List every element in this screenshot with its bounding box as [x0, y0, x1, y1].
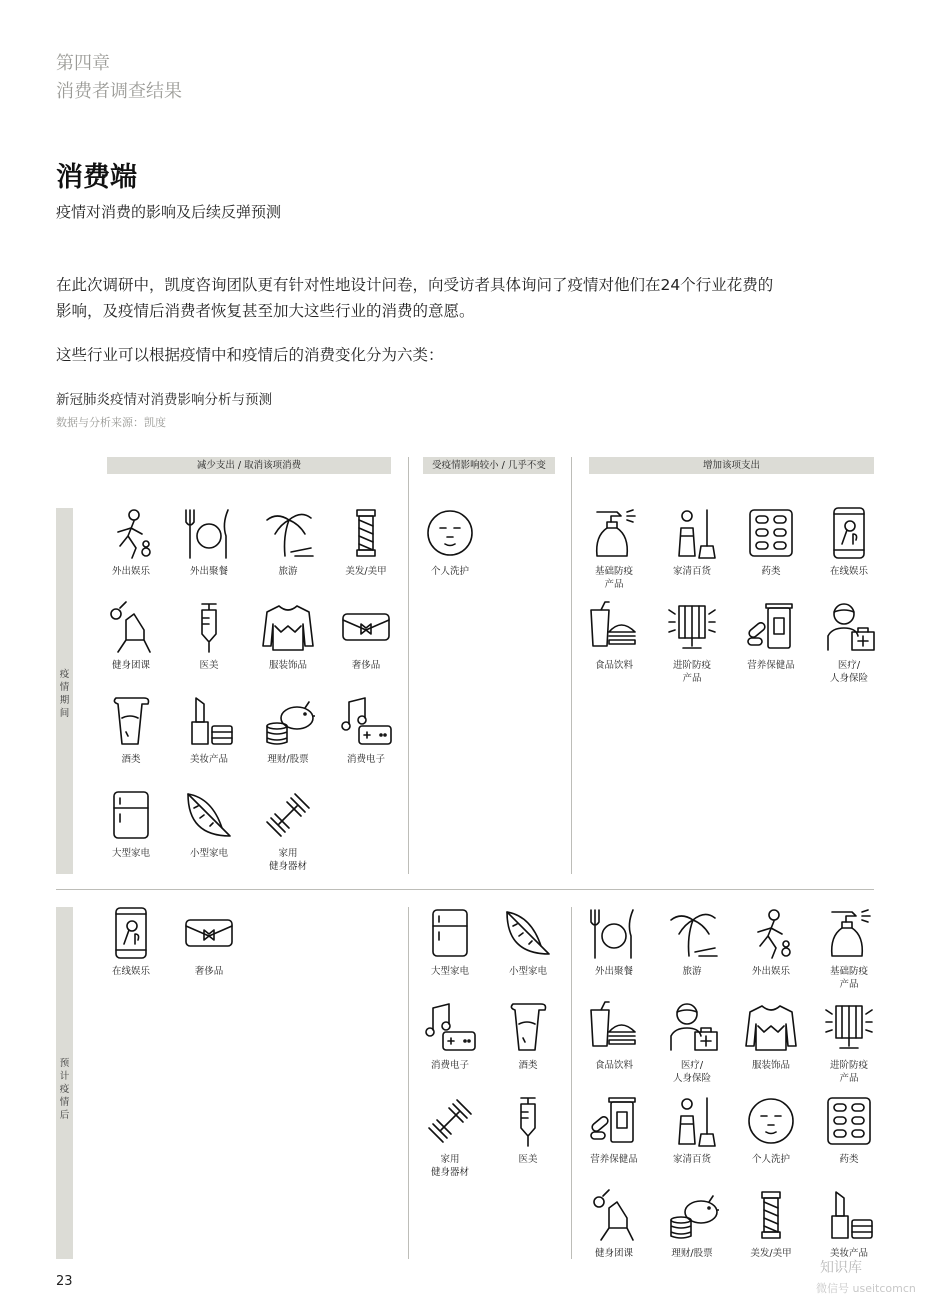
category-label: 基础防疫 产品: [594, 566, 633, 590]
category-intro: 这些行业可以根据疫情中和疫情后的消费变化分为六类：: [56, 346, 444, 364]
category-label: 奢侈品: [351, 660, 381, 671]
running-person-icon: [744, 906, 798, 960]
category-label: 进阶防疫 产品: [829, 1060, 868, 1084]
burger-drink-icon: [587, 1000, 641, 1054]
column-header-unchanged: 受疫情影响较小 / 几乎不变: [423, 457, 555, 474]
category-label: 大型家电: [430, 966, 469, 977]
category-item: [818, 1094, 880, 1166]
spray-bottle-icon: [587, 506, 641, 560]
category-item: [419, 506, 481, 578]
category-label: 药类: [761, 566, 781, 577]
face-mask-icon: [744, 1094, 798, 1148]
protractor-icon: [182, 788, 236, 842]
category-item: [661, 600, 723, 685]
category-item: [661, 1000, 723, 1085]
category-item: [257, 694, 319, 766]
doctor-kit-icon: [665, 1000, 719, 1054]
category-item: [419, 906, 481, 978]
lipstick-icon: [822, 1188, 876, 1242]
category-label: 家用 健身器材: [268, 848, 307, 872]
category-item: [257, 788, 319, 873]
category-label: 外出娱乐: [111, 566, 150, 577]
category-label: 在线娱乐: [829, 566, 868, 577]
column-divider: [571, 907, 572, 1259]
category-label: 理财/股票: [267, 754, 309, 765]
category-item: [818, 600, 880, 685]
watermark-brand: 知识库: [820, 1260, 862, 1276]
category-item: [740, 600, 802, 672]
category-label: 外出聚餐: [594, 966, 633, 977]
beer-glass-icon: [501, 1000, 555, 1054]
sweater-icon: [744, 1000, 798, 1054]
category-item: [178, 506, 240, 578]
figure-source: 数据与分析来源：凯度: [56, 416, 166, 429]
category-item: [661, 1188, 723, 1260]
burger-drink-icon: [587, 600, 641, 654]
spray-bottle-icon: [822, 906, 876, 960]
category-item: [583, 1000, 645, 1072]
row-label-during: 疫 情 期 间: [59, 669, 70, 719]
dining-icon: [182, 506, 236, 560]
category-label: 酒类: [518, 1060, 538, 1071]
column-divider: [571, 457, 572, 874]
row-header-after: [56, 907, 73, 1259]
category-label: 营养保健品: [590, 1154, 638, 1165]
category-item: [661, 906, 723, 978]
category-label: 外出娱乐: [751, 966, 790, 977]
category-item: [497, 1094, 559, 1166]
phone-mic-icon: [822, 506, 876, 560]
watermark-account: 微信号 useitcomcn: [816, 1282, 916, 1295]
category-label: 酒类: [121, 754, 141, 765]
syringe-icon: [501, 1094, 555, 1148]
row-label-after: 预 计 疫 情 后: [59, 1058, 70, 1121]
supplement-icon: [744, 600, 798, 654]
category-item: [178, 600, 240, 672]
pill-pack-icon: [744, 506, 798, 560]
column-header-decrease: 减少支出 / 取消该项消费: [107, 457, 391, 474]
cleaner-icon: [665, 506, 719, 560]
category-label: 消费电子: [346, 754, 385, 765]
face-mask-icon: [423, 506, 477, 560]
category-item: [583, 1188, 645, 1260]
category-item: [583, 1094, 645, 1166]
sweater-icon: [261, 600, 315, 654]
music-game-icon: [339, 694, 393, 748]
fridge-icon: [104, 788, 158, 842]
lipstick-icon: [182, 694, 236, 748]
category-label: 大型家电: [111, 848, 150, 859]
figure-title: 新冠肺炎疫情对消费影响分析与预测: [56, 392, 272, 408]
section-title: 消费端: [56, 162, 137, 193]
clutch-bag-icon: [339, 600, 393, 654]
category-label: 服装饰品: [268, 660, 307, 671]
category-label: 理财/股票: [671, 1248, 713, 1259]
category-item: [335, 600, 397, 672]
category-label: 医疗/ 人身保险: [829, 660, 868, 684]
category-item: [419, 1094, 481, 1179]
category-item: [178, 694, 240, 766]
category-item: [178, 788, 240, 860]
phone-mic-icon: [104, 906, 158, 960]
category-label: 在线娱乐: [111, 966, 150, 977]
category-label: 食品饮料: [594, 1060, 633, 1071]
category-item: [100, 694, 162, 766]
category-item: [583, 906, 645, 978]
chapter-number: 第四章: [56, 53, 110, 74]
category-item: [740, 1094, 802, 1166]
yoga-icon: [104, 600, 158, 654]
doctor-kit-icon: [822, 600, 876, 654]
column-divider: [408, 457, 409, 874]
section-subtitle: 疫情对消费的影响及后续反弹预测: [56, 203, 282, 221]
heater-icon: [665, 600, 719, 654]
category-label: 消费电子: [430, 1060, 469, 1071]
category-item: [818, 906, 880, 991]
category-label: 家用 健身器材: [430, 1154, 469, 1178]
category-item: [583, 600, 645, 672]
dumbbell-icon: [423, 1094, 477, 1148]
category-item: [335, 694, 397, 766]
category-item: [661, 1094, 723, 1166]
category-label: 小型家电: [508, 966, 547, 977]
palm-beach-icon: [665, 906, 719, 960]
category-label: 基础防疫 产品: [829, 966, 868, 990]
clutch-bag-icon: [182, 906, 236, 960]
chapter-title: 消费者调查结果: [56, 81, 182, 102]
category-item: [178, 906, 240, 978]
category-label: 美发/美甲: [750, 1248, 792, 1259]
category-label: 健身团课: [594, 1248, 633, 1259]
row-header-during: [56, 508, 73, 874]
dining-icon: [587, 906, 641, 960]
category-label: 个人洗护: [751, 1154, 790, 1165]
category-item: [497, 906, 559, 978]
category-label: 医疗/ 人身保险: [672, 1060, 711, 1084]
dumbbell-icon: [261, 788, 315, 842]
category-item: [583, 506, 645, 591]
category-label: 美妆产品: [189, 754, 228, 765]
piggy-bank-icon: [261, 694, 315, 748]
category-label: 医美: [518, 1154, 538, 1165]
category-item: [740, 506, 802, 578]
category-item: [818, 506, 880, 578]
page-number: 23: [56, 1274, 73, 1289]
chapter-heading: [56, 50, 182, 106]
category-item: [335, 506, 397, 578]
category-label: 进阶防疫 产品: [672, 660, 711, 684]
music-game-icon: [423, 1000, 477, 1054]
category-item: [740, 1000, 802, 1072]
syringe-icon: [182, 600, 236, 654]
category-label: 旅游: [278, 566, 298, 577]
category-label: 食品饮料: [594, 660, 633, 671]
row-divider: [56, 889, 874, 890]
category-item: [818, 1000, 880, 1085]
protractor-icon: [501, 906, 555, 960]
category-item: [100, 906, 162, 978]
category-label: 美妆产品: [829, 1248, 868, 1259]
palm-beach-icon: [261, 506, 315, 560]
category-label: 家清百货: [672, 566, 711, 577]
category-label: 服装饰品: [751, 1060, 790, 1071]
category-item: [497, 1000, 559, 1072]
yoga-icon: [587, 1188, 641, 1242]
running-person-icon: [104, 506, 158, 560]
fridge-icon: [423, 906, 477, 960]
category-label: 医美: [199, 660, 219, 671]
category-item: [257, 600, 319, 672]
category-item: [661, 506, 723, 578]
barber-pole-icon: [339, 506, 393, 560]
pill-pack-icon: [822, 1094, 876, 1148]
category-item: [419, 1000, 481, 1072]
heater-icon: [822, 1000, 876, 1054]
category-label: 小型家电: [189, 848, 228, 859]
category-label: 健身团课: [111, 660, 150, 671]
category-item: [740, 906, 802, 978]
supplement-icon: [587, 1094, 641, 1148]
beer-glass-icon: [104, 694, 158, 748]
category-label: 营养保健品: [747, 660, 795, 671]
intro-paragraph: 在此次调研中，凯度咨询团队更有针对性地设计问卷，向受访者具体询问了疫情对他们在24个行业花费的影响，及疫情后消费者恢复甚至加大这些行业的消费的意愿。: [56, 276, 774, 320]
category-label: 家清百货: [672, 1154, 711, 1165]
category-label: 奢侈品: [194, 966, 224, 977]
category-label: 药类: [839, 1154, 859, 1165]
cleaner-icon: [665, 1094, 719, 1148]
category-item: [257, 506, 319, 578]
category-item: [100, 788, 162, 860]
category-label: 旅游: [682, 966, 702, 977]
category-item: [740, 1188, 802, 1260]
category-item: [818, 1188, 880, 1260]
category-label: 个人洗护: [430, 566, 469, 577]
category-label: 外出聚餐: [189, 566, 228, 577]
piggy-bank-icon: [665, 1188, 719, 1242]
column-header-increase: 增加该项支出: [589, 457, 874, 474]
column-divider: [408, 907, 409, 1259]
category-item: [100, 600, 162, 672]
category-item: [100, 506, 162, 578]
category-label: 美发/美甲: [345, 566, 387, 577]
barber-pole-icon: [744, 1188, 798, 1242]
